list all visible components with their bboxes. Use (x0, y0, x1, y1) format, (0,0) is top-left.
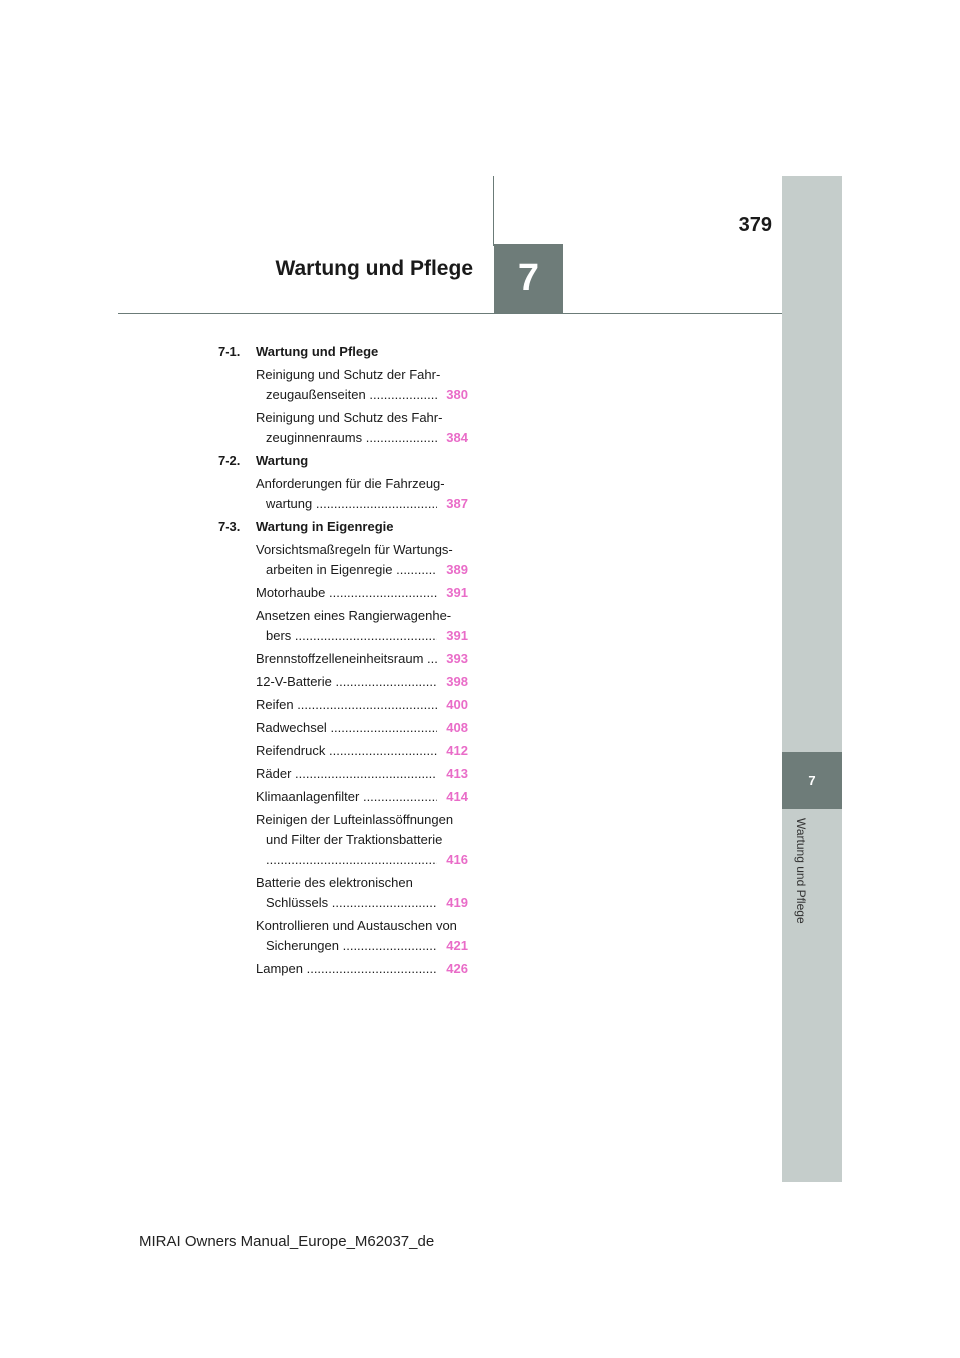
toc-entry[interactable] (256, 959, 468, 979)
entry-title-line: Reifen ..... (256, 695, 437, 715)
toc-entry[interactable] (256, 741, 468, 761)
side-tab-label: Wartung und Pflege (794, 818, 808, 924)
header-divider-horizontal (118, 313, 782, 314)
section-number: 7-3. (218, 519, 241, 534)
section-title: Wartung in Eigenregie (256, 519, 394, 534)
toc-entry[interactable] (256, 695, 468, 715)
page-link[interactable]: 412 (446, 743, 468, 758)
toc-entry[interactable] (256, 606, 468, 646)
page-link[interactable]: 408 (446, 720, 468, 735)
chapter-title: Wartung und Pflege (275, 257, 473, 280)
side-tab-number: 7 (782, 752, 842, 809)
toc-entry[interactable] (256, 583, 468, 603)
page-link[interactable]: 389 (446, 562, 468, 577)
page-link[interactable]: 391 (446, 628, 468, 643)
page-link[interactable]: 387 (446, 496, 468, 511)
toc-entry[interactable] (256, 916, 468, 956)
document-footer: MIRAI Owners Manual_Europe_M62037_de (139, 1233, 435, 1250)
page-link[interactable]: 391 (446, 585, 468, 600)
entry-title-line: Reinigung und Schutz des Fahr- (256, 410, 443, 425)
toc-entry[interactable] (256, 408, 468, 448)
entry-title-line: Räder ..... (256, 764, 437, 784)
entry-title-line: wartung ..... (266, 494, 437, 514)
entry-title-line: Kontrollieren und Austauschen von (256, 918, 457, 933)
toc-section-7-3 (218, 517, 468, 537)
toc-entry[interactable] (256, 873, 468, 913)
toc-entry[interactable] (256, 718, 468, 738)
page-link[interactable]: 398 (446, 674, 468, 689)
toc-entry[interactable] (256, 787, 468, 807)
section-title: Wartung und Pflege (256, 344, 379, 359)
entry-title-line: Reifendruck ..... (256, 741, 437, 761)
toc-entry[interactable] (256, 365, 468, 405)
entry-title-line: Klimaanlagenfilter ..... (256, 787, 437, 807)
entry-title-line: arbeiten in Eigenregie ..... (266, 560, 437, 580)
page-link[interactable]: 413 (446, 766, 468, 781)
entry-title-line: Lampen ..... (256, 959, 437, 979)
toc-section-7-2 (218, 451, 468, 471)
toc-entry[interactable] (256, 540, 468, 580)
toc-entry[interactable] (256, 474, 468, 514)
page-link[interactable]: 380 (446, 387, 468, 402)
section-title: Wartung (256, 453, 309, 468)
entry-title-line: Reinigung und Schutz der Fahr- (256, 367, 441, 382)
entry-title-line: Reinigen der Lufteinlassöffnungen (256, 812, 454, 827)
page-link[interactable]: 384 (446, 430, 468, 445)
entry-title-line: zeugaußenseiten ..... (266, 385, 437, 405)
page-link[interactable]: 426 (446, 961, 468, 976)
entry-title-line: zeuginnenraums ..... (266, 428, 437, 448)
page-link[interactable]: 393 (446, 651, 468, 666)
entry-title-line: Motorhaube ..... (256, 583, 437, 603)
entry-title-line: Sicherungen ..... (266, 936, 437, 956)
toc-entry[interactable] (256, 672, 468, 692)
page-link[interactable]: 419 (446, 895, 468, 910)
header-divider-vertical (493, 176, 494, 246)
entry-title-line: Schlüssels ..... (266, 893, 437, 913)
page-link[interactable]: 400 (446, 697, 468, 712)
page-link[interactable]: 421 (446, 938, 468, 953)
page-link[interactable]: 416 (446, 852, 468, 867)
toc-section-7-1 (218, 342, 468, 362)
section-number: 7-1. (218, 344, 241, 359)
entry-title-line: 12-V-Batterie ..... (256, 672, 437, 692)
entry-title-line: bers ..... (266, 626, 437, 646)
entry-title-line: Ansetzen eines Rangierwagenhe- (256, 608, 452, 623)
chapter-side-tab (782, 176, 842, 1182)
toc-entry[interactable] (256, 764, 468, 784)
entry-title-line: Vorsichtsmaßregeln für Wartungs- (256, 542, 453, 557)
page-link[interactable]: 414 (446, 789, 468, 804)
entry-title-line: Brennstoffzelleneinheitsraum ..... (256, 649, 437, 669)
entry-title-line: Radwechsel ..... (256, 718, 437, 738)
section-number: 7-2. (218, 453, 241, 468)
toc-entry[interactable] (256, 810, 468, 870)
entry-title-line: und Filter der Traktionsbatterie (266, 832, 443, 847)
entry-title-line: Batterie des elektronischen (256, 875, 413, 890)
chapter-number-box: 7 (494, 244, 563, 313)
entry-title-line (266, 850, 437, 870)
page-number: 379 (738, 214, 772, 236)
entry-title-line: Anforderungen für die Fahrzeug- (256, 476, 445, 491)
table-of-contents (218, 342, 468, 982)
toc-entry[interactable] (256, 649, 468, 669)
